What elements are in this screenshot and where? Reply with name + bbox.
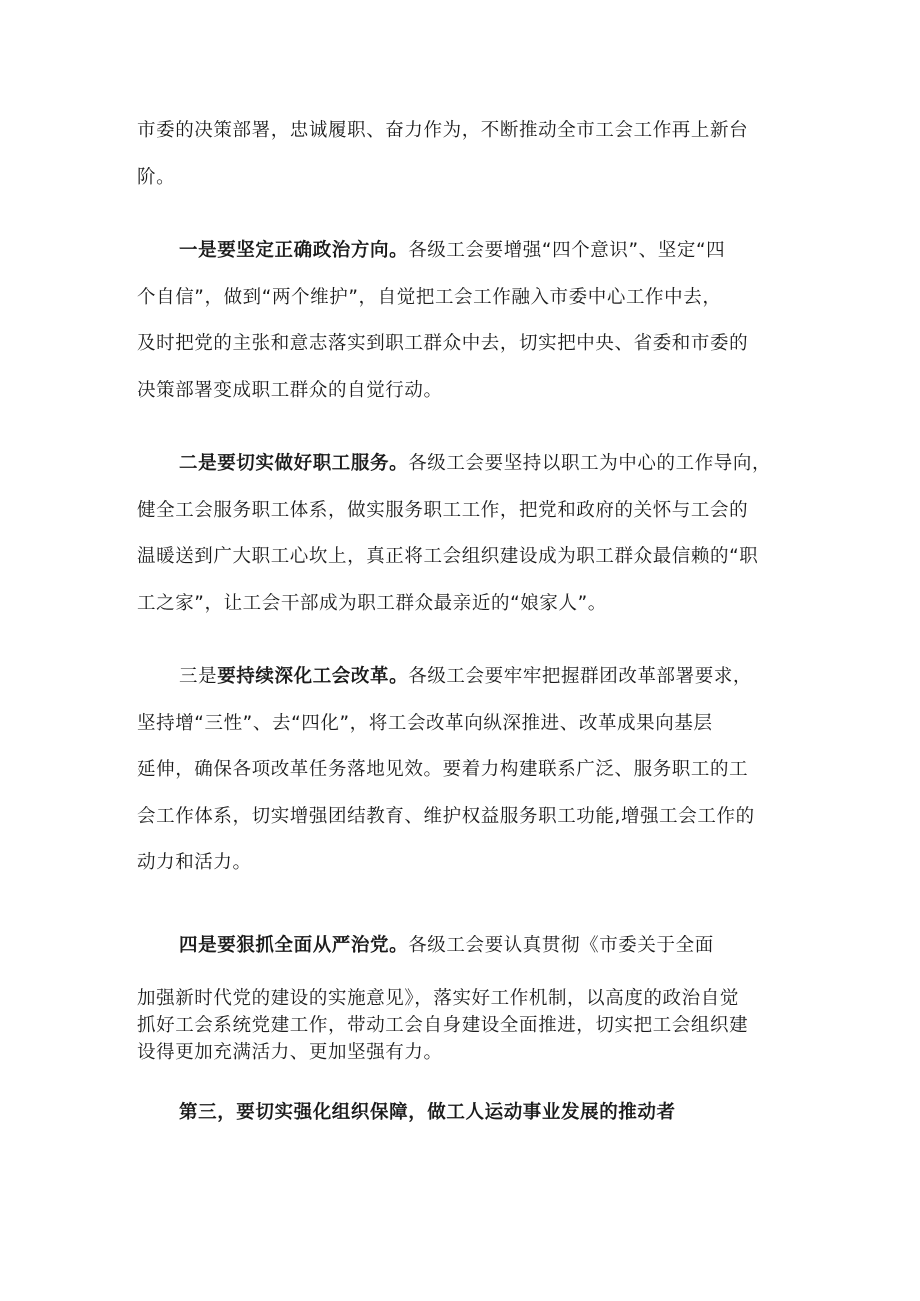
paragraph-line: 会工作体系，切实增强团结教育、维护权益服务职工功能,增强工会工作的: [137, 805, 755, 827]
paragraph-first-line: [137, 654, 797, 701]
paragraph-line: 工之家”，让工会干部成为职工群众最亲近的“娘家人”。: [137, 592, 607, 614]
paragraph-line: 抓好工会系统党建工作，带动工会自身建设全面推进，切实把工会组织建: [137, 1015, 749, 1036]
paragraph-line: 设得更加充满活力、更加坚强有力。: [137, 1042, 443, 1063]
paragraph-line: 市委的决策部署，忠诚履职、奋力作为，不断推动全市工会工作再上新台: [137, 120, 749, 141]
paragraph-line: 健全工会服务职工体系，做实服务职工工作，把党和政府的关怀与工会的: [137, 499, 749, 521]
paragraph-first-line: [137, 441, 797, 488]
paragraph-party-governance-first-line: [137, 931, 797, 961]
paragraph-continuation: [137, 108, 797, 201]
section-heading-text: 第三，要切实强化组织保障，做工人运动事业发展的推动者: [179, 1102, 676, 1123]
paragraph-line: 温暖送到广大职工心坎上，真正将工会组织建设成为职工群众最信赖的“职: [137, 546, 759, 567]
paragraph-line: 延伸，确保各项改革任务落地见效。要着力构建联系广泛、服务职工的工: [137, 759, 749, 780]
section-heading: [137, 1098, 797, 1128]
paragraph-party-governance-body: [137, 985, 797, 1066]
paragraph-heading: 二是要切实做好职工服务。: [179, 453, 409, 474]
paragraph-worker-service: [137, 441, 797, 627]
paragraph-first-line: [137, 228, 797, 275]
paragraph-text: 各级工会要认真贯彻《市委关于全面: [408, 935, 714, 956]
paragraph-line: 加强新时代党的建设的实施意见》，落实好工作机制，以高度的政治自觉: [137, 988, 739, 1009]
paragraph-text: 各级工会要坚持以职工为中心的工作导向，: [408, 453, 772, 474]
paragraph-first-line: [137, 931, 797, 961]
paragraph-text: 各级工会要增强“四个意识”、坚定“四: [408, 240, 726, 261]
paragraph-text: 各级工会要牢牢把握群团改革部署要求，: [408, 666, 753, 687]
paragraph-political-direction: [137, 228, 797, 414]
paragraph-line: 及时把党的主张和意志落实到职工群众中去，切实把中央、省委和市委的: [137, 333, 749, 354]
paragraph-line: 动力和活力。: [137, 852, 252, 873]
paragraph-heading: 要持续深化工会改革。: [217, 666, 409, 687]
paragraph-line: 决策部署变成职工群众的自觉行动。: [137, 379, 443, 401]
paragraph-prefix: 三是: [179, 666, 218, 687]
paragraph-line: 坚持增“三性”、去“四化”，将工会改革向纵深推进、改革成果向基层: [137, 712, 713, 734]
paragraph-union-reform: [137, 654, 797, 887]
paragraph-line: 个自信”，做到“两个维护”，自觉把工会工作融入市委中心工作中去，: [137, 286, 722, 308]
paragraph-heading: 四是要狠抓全面从严治党。: [179, 935, 409, 956]
paragraph-line: 阶。: [137, 166, 176, 188]
paragraph-heading: 一是要坚定正确政治方向。: [179, 240, 409, 261]
